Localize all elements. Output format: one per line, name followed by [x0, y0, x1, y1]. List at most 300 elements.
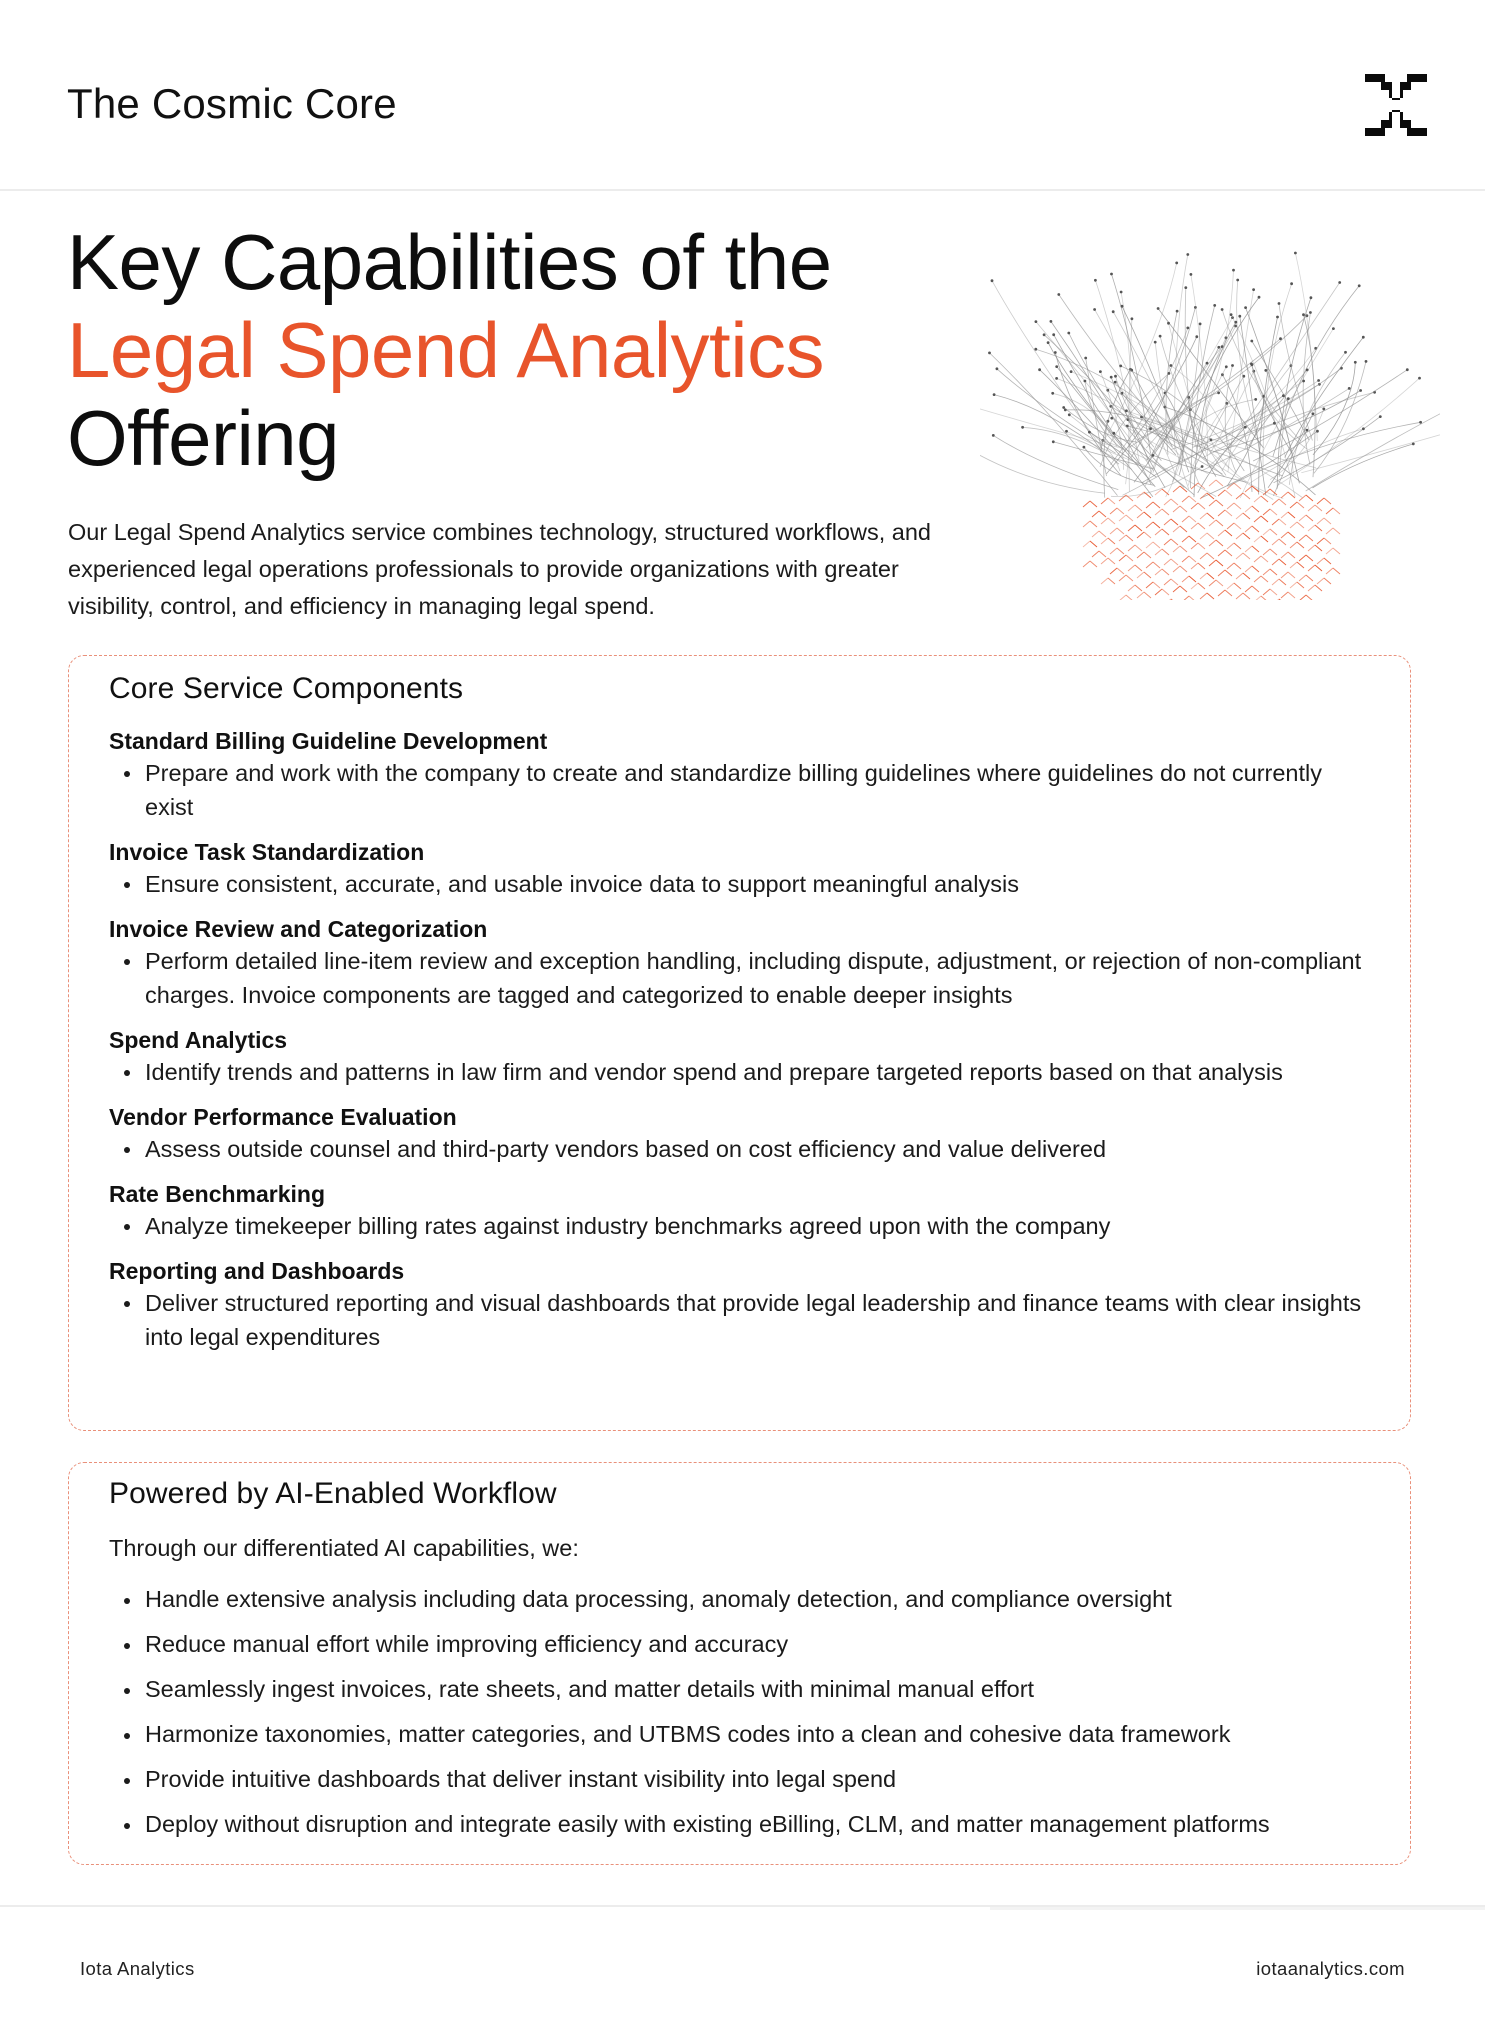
lattice-segment	[1317, 578, 1324, 584]
lattice-segment	[1101, 558, 1108, 564]
network-node	[1282, 394, 1285, 397]
lattice-segment	[1173, 566, 1180, 572]
lattice-segment	[1281, 512, 1288, 518]
lattice-segment	[1171, 559, 1178, 565]
lattice-segment	[1126, 515, 1133, 521]
lattice-segment	[1083, 521, 1090, 527]
lattice-segment	[1281, 552, 1288, 558]
network-node	[991, 279, 994, 282]
lattice-segment	[1218, 590, 1225, 596]
lattice-segment	[1128, 565, 1135, 571]
lattice-segment	[1207, 573, 1214, 579]
lattice-segment	[1126, 555, 1133, 561]
network-node	[1110, 273, 1113, 276]
lattice-segment	[1108, 558, 1115, 564]
network-node	[1217, 346, 1220, 349]
core-components-title: Core Service Components	[109, 672, 464, 705]
network-strand	[1295, 253, 1317, 441]
footer-divider-accent	[990, 1907, 1485, 1910]
component-title: Vendor Performance Evaluation	[109, 1104, 457, 1130]
lattice-segment	[1171, 499, 1178, 505]
network-node	[1043, 333, 1046, 336]
lattice-segment	[1162, 509, 1169, 515]
network-node	[1406, 368, 1409, 371]
lattice-segment	[1200, 513, 1207, 519]
lattice-segment	[1225, 550, 1232, 556]
lattice-segment	[1146, 582, 1153, 588]
lattice-segment	[1126, 535, 1133, 541]
lattice-segment	[1243, 553, 1250, 559]
lattice-segment	[1180, 586, 1187, 592]
lattice-segment	[1090, 561, 1097, 567]
lattice-segment	[1297, 562, 1304, 568]
network-node	[1035, 320, 1038, 323]
lattice-segment	[1189, 596, 1196, 600]
network-node	[1131, 317, 1134, 320]
network-node	[1294, 252, 1297, 255]
lattice-segment	[1117, 508, 1124, 514]
network-node	[1213, 304, 1216, 307]
lattice-segment	[1117, 548, 1124, 554]
lattice-segment	[1281, 592, 1288, 598]
lattice-segment	[1144, 512, 1151, 518]
lattice-segment	[1137, 572, 1144, 578]
component-section	[109, 914, 1370, 1012]
hero-title-line-1: Key Capabilities of the	[67, 218, 832, 306]
lattice-segment	[1144, 552, 1151, 558]
lattice-segment	[1117, 528, 1124, 534]
lattice-segment	[1137, 592, 1144, 598]
lattice-segment	[1288, 572, 1295, 578]
lattice-segment	[1173, 526, 1180, 532]
lattice-segment	[1324, 538, 1331, 544]
lattice-segment	[1279, 599, 1286, 600]
lattice-segment	[1270, 509, 1277, 515]
lattice-segment	[1324, 558, 1331, 564]
lattice-segment	[1243, 573, 1250, 579]
lattice-segment	[1189, 576, 1196, 582]
lattice-segment	[1144, 532, 1151, 538]
lattice-segment	[1306, 495, 1313, 501]
network-node	[1065, 430, 1068, 433]
lattice-segment	[1144, 592, 1151, 598]
network-node	[1083, 446, 1086, 449]
lattice-segment	[1218, 530, 1225, 536]
lattice-segment	[1281, 572, 1288, 578]
lattice-segment	[1164, 519, 1171, 525]
lattice-segment	[1200, 593, 1207, 599]
lattice-segment	[1326, 528, 1333, 534]
footer-website-link[interactable]: iotaanalytics.com	[1256, 1958, 1405, 1979]
lattice-segment	[1326, 568, 1333, 574]
footer-company: Iota Analytics	[80, 1958, 195, 1979]
lattice-segment	[1155, 529, 1162, 535]
lattice-segment	[1236, 573, 1243, 579]
lattice-segment	[1236, 513, 1243, 519]
lattice-segment	[1308, 545, 1315, 551]
lattice-segment	[1117, 568, 1124, 574]
lattice-segment	[1092, 511, 1099, 517]
lattice-segment	[1090, 521, 1097, 527]
lattice-segment	[1191, 503, 1198, 509]
lattice-segment	[1090, 501, 1097, 507]
lattice-segment	[1324, 518, 1331, 524]
lattice-segment	[1225, 570, 1232, 576]
network-strand	[1250, 429, 1364, 484]
lattice-segment	[1333, 548, 1340, 554]
lattice-segment	[1146, 522, 1153, 528]
lattice-segment	[1245, 486, 1252, 492]
lattice-segment	[1173, 546, 1180, 552]
lattice-segment	[1290, 542, 1297, 548]
lattice-segment	[1171, 599, 1178, 600]
network-node	[1232, 269, 1235, 272]
lattice-segment	[1153, 582, 1160, 588]
lattice-segment	[1272, 599, 1279, 600]
intro-paragraph: Our Legal Spend Analytics service combines technology, structured workflows, and experienced legal operations professionals to provide organizations with greater visibility, control, and efficiency in managing legal spend.	[68, 519, 931, 619]
network-node	[1088, 431, 1091, 434]
lattice-segment	[1198, 543, 1205, 549]
network-node	[1354, 361, 1357, 364]
lattice-segment	[1227, 543, 1234, 549]
lattice-segment	[1299, 595, 1306, 600]
ai-bullet: Seamlessly ingest invoices, rate sheets, and matter details with minimal manual effort	[109, 1667, 1370, 1712]
hero-title	[67, 218, 967, 482]
lattice-segment	[1119, 495, 1126, 501]
lattice-segment	[1092, 531, 1099, 537]
component-bullet: Assess outside counsel and third-party vendors based on cost efficiency and value delivered	[109, 1132, 1370, 1166]
lattice-segment	[1099, 511, 1106, 517]
network-node	[1112, 310, 1115, 313]
lattice-segment	[1297, 502, 1304, 508]
lattice-segment	[1191, 583, 1198, 589]
lattice-segment	[1218, 490, 1225, 496]
lattice-segment	[1252, 526, 1259, 532]
network-node	[1159, 335, 1162, 338]
lattice-segment	[1209, 500, 1216, 506]
lattice-segment	[1225, 490, 1232, 496]
ai-bullet: Provide intuitive dashboards that deliver instant visibility into legal spend	[109, 1757, 1370, 1802]
component-title: Invoice Task Standardization	[109, 839, 425, 865]
lattice-segment	[1270, 549, 1277, 555]
lattice-segment	[1299, 515, 1306, 521]
lattice-segment	[1216, 480, 1223, 486]
lattice-segment	[1245, 546, 1252, 552]
lattice-segment	[1252, 546, 1259, 552]
lattice-segment	[1171, 519, 1178, 525]
lattice-segment	[1182, 556, 1189, 562]
lattice-segment	[1155, 589, 1162, 595]
lattice-segment	[1243, 513, 1250, 519]
lattice-segment	[1236, 553, 1243, 559]
network-node	[1302, 313, 1305, 316]
lattice-segment	[1101, 578, 1108, 584]
lattice-segment	[1288, 552, 1295, 558]
lattice-segment	[1110, 508, 1117, 514]
lattice-segment	[1306, 575, 1313, 581]
lattice-segment	[1162, 589, 1169, 595]
lattice-segment	[1200, 553, 1207, 559]
lattice-segment	[1261, 596, 1268, 600]
lattice-segment	[1234, 543, 1241, 549]
network-node	[1201, 465, 1204, 468]
lattice-segment	[1153, 522, 1160, 528]
lattice-segment	[1146, 542, 1153, 548]
lattice-segment	[1128, 545, 1135, 551]
lattice-segment	[1245, 526, 1252, 532]
lattice-segment	[1180, 526, 1187, 532]
lattice-segment	[1162, 569, 1169, 575]
lattice-segment	[1279, 539, 1286, 545]
lattice-segment	[1207, 513, 1214, 519]
network-node	[1186, 327, 1189, 330]
lattice-segment	[1252, 566, 1259, 572]
network-node	[1125, 409, 1128, 412]
network-node	[1120, 291, 1123, 294]
lattice-segment	[1326, 548, 1333, 554]
lattice-segment	[1119, 575, 1126, 581]
network-node	[1217, 391, 1220, 394]
network-node	[1195, 335, 1198, 338]
lattice-segment	[1279, 579, 1286, 585]
network-node	[1358, 284, 1361, 287]
network-node	[1273, 422, 1276, 425]
lattice-segment	[1297, 522, 1304, 528]
lattice-segment	[1315, 585, 1322, 591]
lattice-segment	[1101, 518, 1108, 524]
lattice-segment	[1101, 538, 1108, 544]
lattice-segment	[1099, 531, 1106, 537]
network-node	[1221, 308, 1224, 311]
lattice-segment	[1216, 540, 1223, 546]
network-node	[1168, 372, 1171, 375]
lattice-segment	[1135, 505, 1142, 511]
lattice-segment	[1279, 519, 1286, 525]
lattice-segment	[1209, 580, 1216, 586]
network-node	[1244, 306, 1247, 309]
network-node	[1279, 337, 1282, 340]
component-section	[109, 837, 1370, 901]
lattice-segment	[1254, 516, 1261, 522]
network-node	[1084, 380, 1087, 383]
lattice-segment	[1270, 589, 1277, 595]
lattice-segment	[1155, 509, 1162, 515]
lattice-segment	[1227, 503, 1234, 509]
lattice-segment	[1218, 510, 1225, 516]
lattice-segment	[1317, 498, 1324, 504]
network-node	[1068, 413, 1071, 416]
lattice-segment	[1164, 579, 1171, 585]
lattice-segment	[1083, 561, 1090, 567]
lattice-segment	[1135, 565, 1142, 571]
network-strand	[1249, 370, 1307, 446]
lattice-segment	[1288, 532, 1295, 538]
lattice-segment	[1137, 552, 1144, 558]
lattice-segment	[1308, 565, 1315, 571]
lattice-segment	[1153, 562, 1160, 568]
lattice-segment	[1254, 556, 1261, 562]
network-node	[1119, 365, 1122, 368]
lattice-segment	[1290, 562, 1297, 568]
network-node	[993, 393, 996, 396]
lattice-segment	[1297, 582, 1304, 588]
network-node	[1099, 370, 1102, 373]
network-strand	[1301, 428, 1440, 473]
network-node	[1258, 296, 1261, 299]
lattice-segment	[1234, 583, 1241, 589]
lattice-segment	[1245, 566, 1252, 572]
core-components-card	[68, 655, 1411, 1431]
lattice-segment	[1110, 528, 1117, 534]
lattice-segment	[1128, 585, 1135, 591]
network-node	[1114, 381, 1117, 384]
lattice-segment	[1263, 489, 1270, 495]
network-node	[1250, 340, 1253, 343]
component-bullet: Identify trends and patterns in law firm and vendor spend and prepare targeted reports based on that analysis	[109, 1055, 1370, 1089]
network-node	[1362, 427, 1365, 430]
network-node	[1070, 370, 1073, 373]
network-node	[1110, 376, 1113, 379]
lattice-segment	[1225, 510, 1232, 516]
lattice-segment	[1200, 533, 1207, 539]
lattice-segment	[1227, 583, 1234, 589]
network-node	[1278, 302, 1281, 305]
network-node	[1176, 310, 1179, 313]
lattice-segment	[1164, 539, 1171, 545]
network-node	[1062, 406, 1065, 409]
network-node	[996, 367, 999, 370]
page-header	[0, 0, 1485, 191]
network-node	[1379, 415, 1382, 418]
lattice-segment	[1270, 569, 1277, 575]
lattice-segment	[1137, 512, 1144, 518]
lattice-segment	[1225, 530, 1232, 536]
network-node	[1252, 288, 1255, 291]
network-node	[1234, 321, 1237, 324]
network-node	[1306, 429, 1309, 432]
network-node	[1157, 307, 1160, 310]
bracket-cursor-logo-icon	[1365, 74, 1427, 136]
lattice-segment	[1155, 549, 1162, 555]
ai-bullet: Deploy without disruption and integrate easily with existing eBilling, CLM, and matter management platforms	[109, 1802, 1370, 1847]
lattice-segment	[1279, 559, 1286, 565]
lattice-segment	[1281, 532, 1288, 538]
network-node	[1332, 327, 1335, 330]
lattice-segment	[1135, 525, 1142, 531]
lattice-segment	[1297, 542, 1304, 548]
lattice-segment	[1308, 525, 1315, 531]
network-node	[1121, 305, 1124, 308]
lattice-segment	[1261, 576, 1268, 582]
lattice-segment	[1308, 585, 1315, 591]
component-title: Rate Benchmarking	[109, 1181, 326, 1207]
lattice-segment	[1263, 509, 1270, 515]
lattice-segment	[1144, 572, 1151, 578]
lattice-segment	[1299, 535, 1306, 541]
ai-bullet: Handle extensive analysis including data processing, anomaly detection, and compliance oversight	[109, 1577, 1370, 1622]
lattice-segment	[1126, 595, 1133, 600]
network-strand	[1059, 295, 1177, 442]
network-node	[1149, 427, 1152, 430]
lattice-segment	[1227, 523, 1234, 529]
lattice-segment	[1162, 529, 1169, 535]
lattice-segment	[1180, 566, 1187, 572]
network-node	[1021, 426, 1024, 429]
lattice-segment	[1171, 539, 1178, 545]
component-title: Invoice Review and Categorization	[109, 916, 488, 942]
lattice-segment	[1272, 539, 1279, 545]
component-bullet: Prepare and work with the company to create and standardize billing guidelines where guidelines do not currently exist	[109, 756, 1370, 824]
brand-title: The Cosmic Core	[67, 80, 397, 127]
lattice-segment	[1254, 496, 1261, 502]
network-node	[1287, 397, 1290, 400]
lattice-segment	[1182, 496, 1189, 502]
lattice-segment	[1164, 559, 1171, 565]
lattice-segment	[1288, 512, 1295, 518]
lattice-segment	[1324, 578, 1331, 584]
network-cube-illustration	[980, 200, 1440, 600]
network-node	[1359, 389, 1362, 392]
network-node	[1055, 377, 1058, 380]
network-node	[1114, 375, 1117, 378]
lattice-segment	[1299, 555, 1306, 561]
component-bullet: Perform detailed line-item review and exception handling, including dispute, adjustment, or rejection of non-compliant charges. Invoice components are tagged and categorized to enable deeper insights	[109, 944, 1370, 1012]
lattice-segment	[1272, 499, 1279, 505]
lattice-segment	[1128, 505, 1135, 511]
network-node	[1316, 430, 1319, 433]
network-node	[1175, 262, 1178, 265]
network-node	[1230, 313, 1233, 316]
network-node	[1186, 253, 1189, 256]
lattice-segment	[1290, 582, 1297, 588]
lattice-segment	[1146, 502, 1153, 508]
lattice-segment	[1164, 599, 1171, 600]
component-bullet: Deliver structured reporting and visual dashboards that provide legal leadership and finance teams with clear insights into legal expenditures	[109, 1286, 1370, 1354]
lattice-segment	[1243, 593, 1250, 599]
network-node	[1264, 369, 1267, 372]
lattice-segment	[1182, 536, 1189, 542]
lattice-segment	[1281, 492, 1288, 498]
network-strand	[994, 395, 1119, 465]
lattice-segment	[1252, 506, 1259, 512]
network-node	[1170, 364, 1173, 367]
component-title: Standard Billing Guideline Development	[109, 728, 548, 754]
lattice-segment	[1234, 523, 1241, 529]
network-node	[1362, 336, 1365, 339]
lattice-segment	[1236, 593, 1243, 599]
lattice-segment	[1216, 500, 1223, 506]
ai-bullet: Harmonize taxonomies, matter categories, and UTBMS codes into a clean and cohesive data framework	[109, 1712, 1370, 1757]
network-node	[1052, 440, 1055, 443]
ai-workflow-list	[109, 1577, 1370, 1847]
lattice-segment	[1164, 499, 1171, 505]
network-node	[988, 352, 991, 355]
lattice-segment	[1236, 533, 1243, 539]
core-components-list	[109, 726, 1370, 1354]
lattice-segment	[1306, 515, 1313, 521]
network-node	[1310, 296, 1313, 299]
network-node	[992, 434, 995, 437]
network-node	[1338, 281, 1341, 284]
lattice-segment	[1153, 542, 1160, 548]
lattice-segment	[1209, 560, 1216, 566]
lattice-segment	[1108, 578, 1115, 584]
network-node	[1244, 426, 1247, 429]
lattice-segment	[1180, 546, 1187, 552]
lattice-segment	[1209, 540, 1216, 546]
lattice-segment	[1306, 555, 1313, 561]
component-section	[109, 1025, 1370, 1089]
